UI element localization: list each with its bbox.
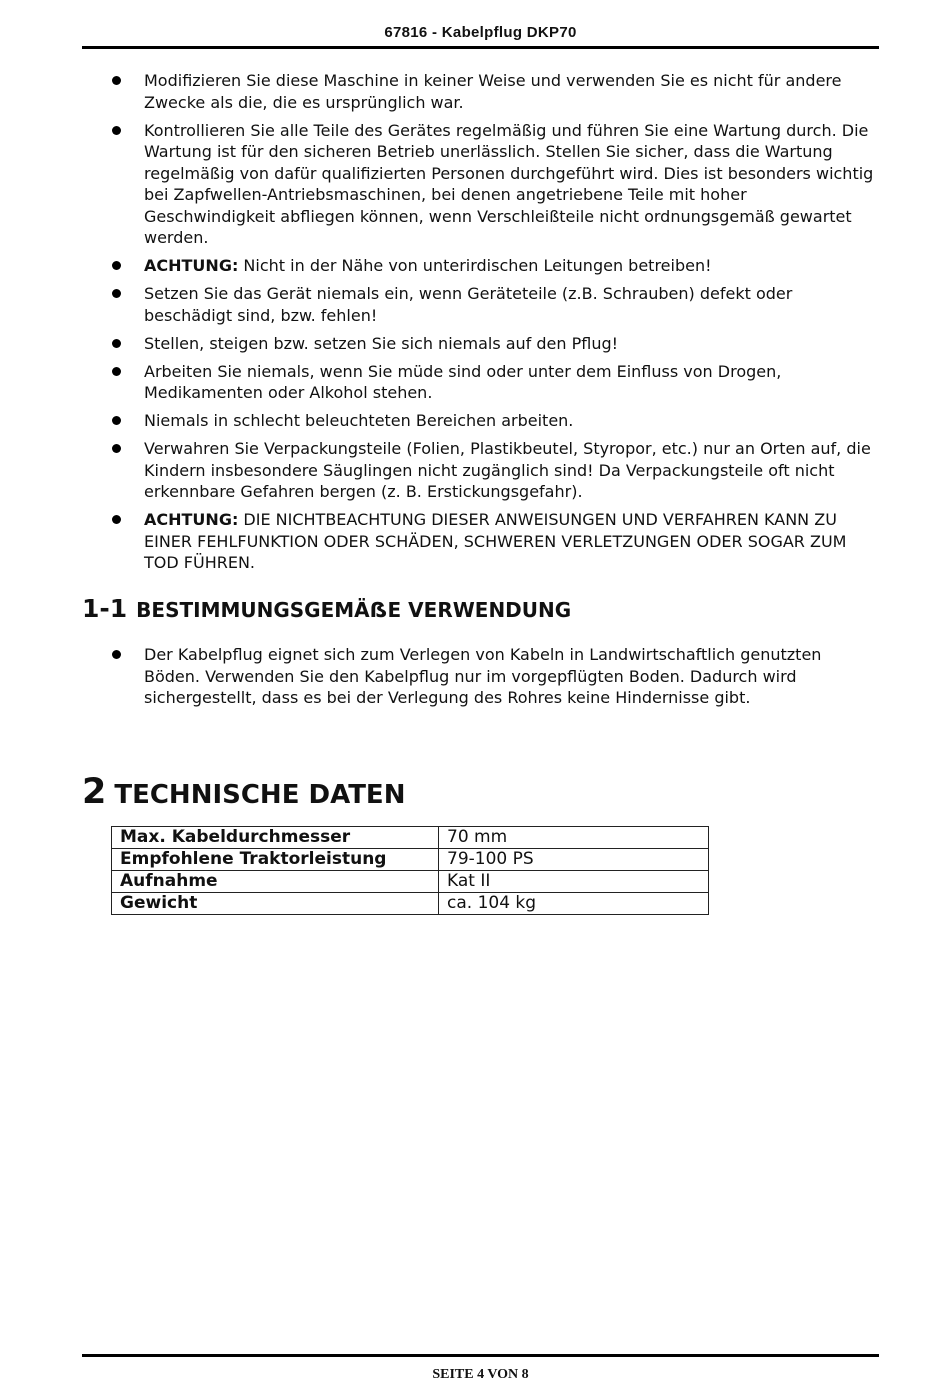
list-item (110, 361, 880, 404)
section-title: BESTIMMUNGSGEMÄẞE VERWENDUNG (136, 598, 572, 622)
list-item-lead: ACHTUNG: (144, 256, 239, 275)
list-item (110, 509, 880, 574)
list-item (110, 255, 880, 277)
list-item-text: Arbeiten Sie niemals, wenn Sie müde sind oder unter dem Einfluss von Drogen, Medikamenten oder Alkohol stehen. (144, 361, 782, 402)
table-cell-value: Kat II (439, 871, 709, 893)
table-row (112, 893, 709, 915)
bullet-icon (112, 367, 121, 376)
list-item-text: Nicht in der Nähe von unterirdischen Leitungen betreiben! (238, 256, 712, 275)
section-title: TECHNISCHE DATEN (114, 780, 406, 810)
bullet-icon (112, 126, 121, 135)
list-item-text: Kontrollieren Sie alle Teile des Gerätes regelmäßig und führen Sie eine Wartung durch. Die Wartung ist für den sicheren Betrieb unerlässlich. Stellen Sie sicher, dass die Wartung regelmäßig von dafür qualifizierten Personen durchgeführt wird. Dies ist besonders wichtig bei Zapfwellen-Antriebsmaschinen, bei denen angetriebene Teile mit hoher Geschwindigkeit abfliegen können, wenn Verschleißteile nicht ordnungsgemäß gewartet werden. (144, 120, 874, 247)
list-item (110, 70, 880, 113)
section-number: 2 (82, 772, 107, 812)
bullet-icon (112, 650, 121, 659)
table-row (112, 827, 709, 849)
list-item (110, 120, 880, 249)
list-item-text: Verwahren Sie Verpackungsteile (Folien, Plastikbeutel, Styropor, etc.) nur an Orten auf, die Kindern insbesondere Säuglingen nicht zugänglich sind! Da Verpackungsteile oft nicht erkennbare Gefahren bergen (z. B. Erstickungsgefahr). (144, 439, 871, 501)
bullet-icon (112, 444, 121, 453)
table-cell-label: Aufnahme (112, 871, 439, 893)
list-item-text: Der Kabelpflug eignet sich zum Verlegen von Kabeln in Landwirtschaftlich genutzten Böden. Verwenden Sie den Kabelpflug nur im vorgepflügten Boden. Dadurch wird sichergestellt, dass es bei der Verlegung des Rohres keine Hindernisse gibt. (144, 645, 822, 707)
table-cell-value: 79-100 PS (439, 849, 709, 871)
header-divider (82, 46, 879, 49)
section-heading-intended-use (82, 594, 571, 623)
bullet-icon (112, 289, 121, 298)
bullet-icon (112, 261, 121, 270)
list-item-text: Setzen Sie das Gerät niemals ein, wenn Geräteteile (z.B. Schrauben) defekt oder beschädigt sind, bzw. fehlen! (144, 284, 793, 325)
list-item (110, 644, 880, 709)
list-item-text: DIE NICHTBEACHTUNG DIESER ANWEISUNGEN UND VERFAHREN KANN ZU EINER FEHLFUNKTION ODER SCHÄDEN, SCHWEREN VERLETZUNGEN ODER SOGAR ZUM TOD FÜHREN. (144, 510, 847, 572)
list-item-lead: ACHTUNG: (144, 510, 239, 529)
table-cell-value: ca. 104 kg (439, 893, 709, 915)
table-row (112, 871, 709, 893)
footer-divider (82, 1354, 879, 1357)
intended-use-list (110, 644, 880, 715)
list-item (110, 410, 880, 432)
list-item-text: Niemals in schlecht beleuchteten Bereichen arbeiten. (144, 411, 574, 430)
list-item (110, 283, 880, 326)
table-row (112, 849, 709, 871)
list-item-text: Stellen, steigen bzw. setzen Sie sich niemals auf den Pflug! (144, 333, 619, 353)
page-header-title: 67816 - Kabelpflug DKP70 (384, 24, 577, 41)
technical-data-table (111, 826, 709, 915)
table-cell-label: Gewicht (112, 893, 439, 915)
list-item (110, 438, 880, 503)
page-number: SEITE 4 VON 8 (432, 1367, 529, 1382)
section-number: 1-1 (82, 594, 128, 623)
table-cell-value: 70 mm (439, 827, 709, 849)
section-heading-technical-data (82, 772, 405, 812)
bullet-icon (112, 416, 121, 425)
bullet-icon (112, 515, 121, 524)
bullet-icon (112, 76, 121, 85)
bullet-icon (112, 339, 121, 348)
list-item (110, 333, 880, 355)
safety-instructions-list (110, 70, 880, 580)
table-cell-label: Empfohlene Traktorleistung (112, 849, 439, 871)
list-item-text: Modifizieren Sie diese Maschine in keiner Weise und verwenden Sie es nicht für andere Zwecke als die, die es ursprünglich war. (144, 71, 842, 112)
table-cell-label: Max. Kabeldurchmesser (112, 827, 439, 849)
